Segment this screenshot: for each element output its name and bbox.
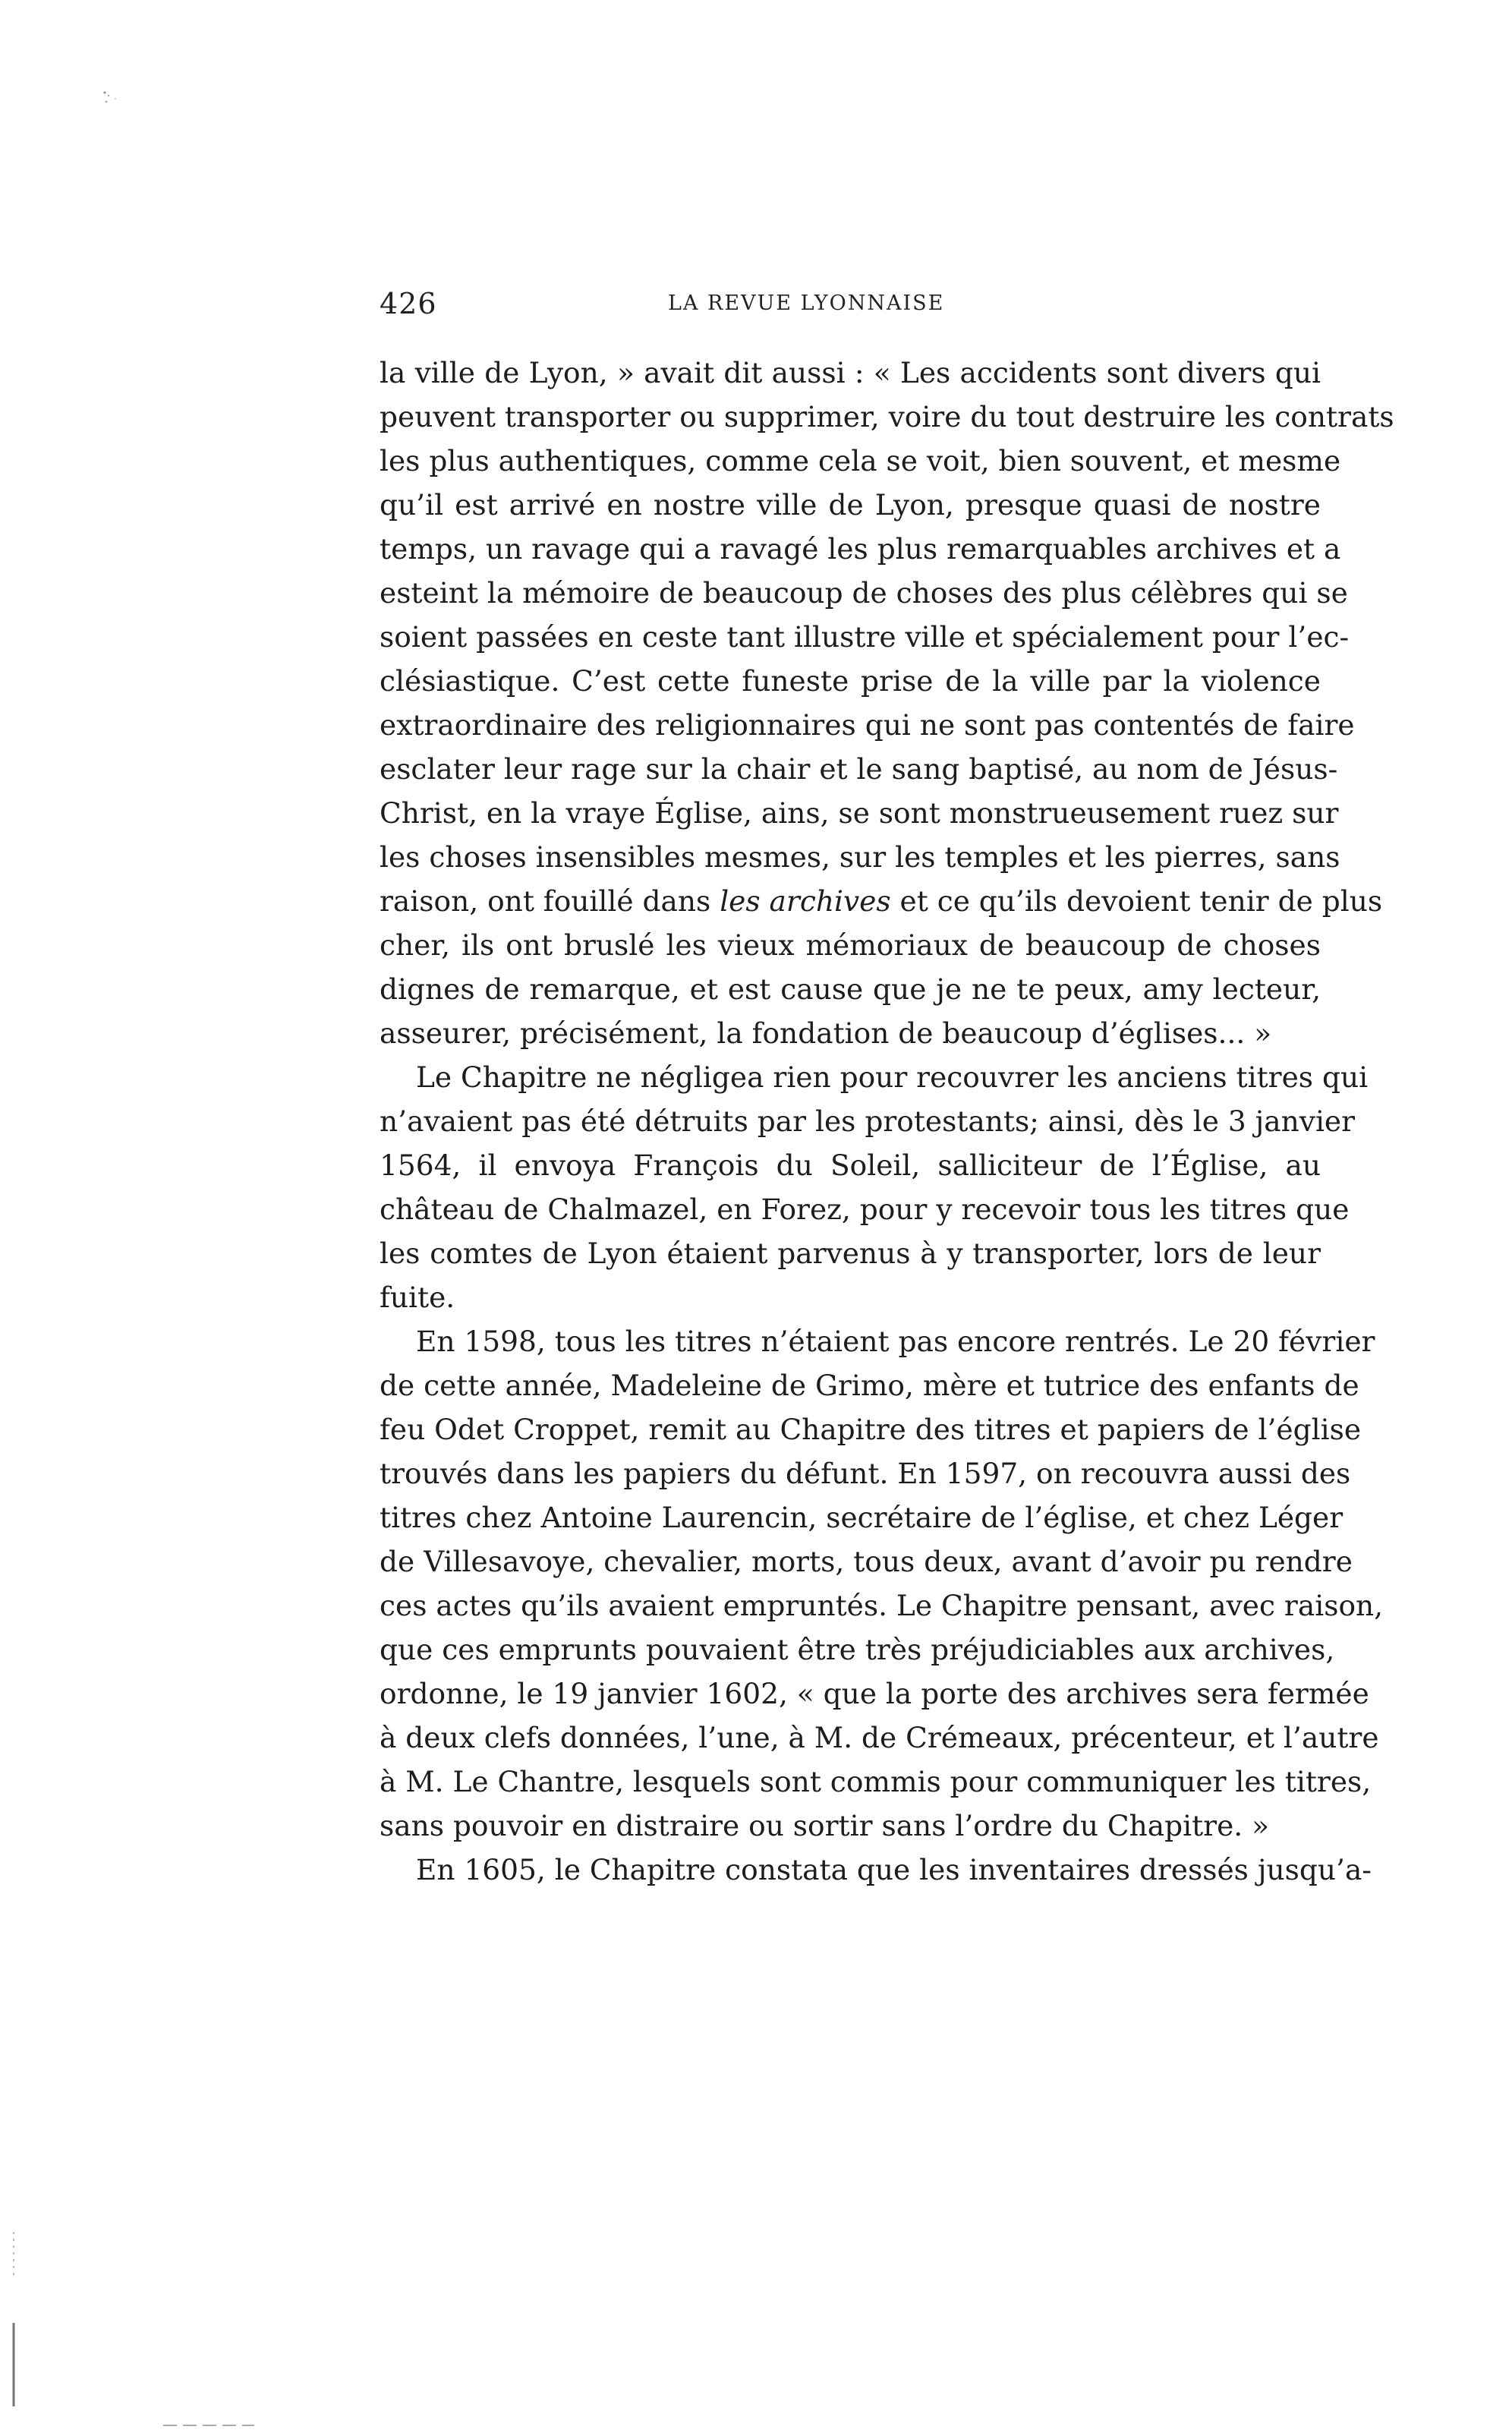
page-number: 426 [380,287,437,320]
text-line: temps, un ravage qui a ravagé les plus remarquables archives et a [380,532,1341,566]
text-line: de Villesavoye, chevalier, morts, tous deux, avant d’avoir pu rendre [380,1545,1353,1578]
text-line: peuvent transporter ou supprimer, voire du tout destruire les contrats [380,400,1394,433]
text-line: les choses insensibles mesmes, sur les temples et les pierres, sans [380,840,1340,874]
text-line: de cette année, Madeleine de Grimo, mère et tutrice des enfants de [380,1369,1359,1402]
text-line: trouvés dans les papiers du défunt. En 1597, on recouvra aussi des [380,1457,1351,1490]
text-line: 1564, il envoya François du Soleil, salliciteur de l’Église, au [380,1149,1321,1182]
text-line: à M. Le Chantre, lesquels sont commis pour communiquer les titres, [380,1765,1372,1798]
text-line: feu Odet Croppet, remit au Chapitre des titres et papiers de l’église [380,1413,1362,1446]
text-line: qu’il est arrivé en nostre ville de Lyon, presque quasi de nostre [380,488,1321,522]
text-line: titres chez Antoine Laurencin, secrétaire de l’église, et chez Léger [380,1501,1343,1534]
text-line: dignes de remarque, et est cause que je ne te peux, amy lecteur, [380,972,1321,1006]
italic-segment: les archives [720,884,891,918]
journal-title: LA REVUE LYONNAISE [668,292,945,315]
text-line: asseurer, précisément, la fondation de beaucoup d’églises... » [380,1016,1272,1050]
text-line: ces actes qu’ils avaient empruntés. Le Chapitre pensant, avec raison, [380,1589,1384,1622]
text-line: fuite. [380,1281,455,1314]
text-line: ordonne, le 19 janvier 1602, « que la porte des archives sera fermée [380,1677,1369,1710]
running-head [380,287,1321,332]
paragraph-start-line: En 1598, tous les titres n’étaient pas encore rentrés. Le 20 février [416,1325,1375,1358]
text-segment: et ce qu’ils devoient tenir de plus [890,884,1383,918]
text-line: esteint la mémoire de beaucoup de choses des plus célèbres qui se [380,576,1348,610]
text-line: les plus authentiques, comme cela se voit, bien souvent, et mesme [380,444,1341,477]
body-text [380,351,1394,1892]
text-line: clésiastique. C’est cette funeste prise de la ville par la violence [380,664,1321,698]
text-line: extraordinaire des religionnaires qui ne sont pas contentés de faire [380,708,1355,742]
text-line: Christ, en la vraye Église, ains, se sont monstrueusement ruez sur [380,796,1339,830]
text-line: n’avaient pas été détruits par les protestants; ainsi, dès le 3 janvier [380,1105,1356,1138]
paragraph-start-line: Le Chapitre ne négligea rien pour recouvrer les anciens titres qui [416,1060,1369,1094]
text-line: esclater leur rage sur la chair et le sang baptisé, au nom de Jésus- [380,752,1338,786]
text-line: à deux clefs données, l’une, à M. de Crémeaux, précenteur, et l’autre [380,1721,1379,1754]
text-line: château de Chalmazel, en Forez, pour y recevoir tous les titres que [380,1193,1350,1226]
scan-edge-mark [163,2422,254,2429]
text-segment: raison, ont fouillé dans [380,884,720,918]
scan-speck-mark [97,85,128,115]
text-line: que ces emprunts pouvaient être très préjudiciables aux archives, [380,1633,1335,1666]
text-line-with-italic [380,879,1383,923]
text-line: sans pouvoir en distraire ou sortir sans l’ordre du Chapitre. » [380,1809,1270,1842]
text-line: cher, ils ont bruslé les vieux mémoriaux de beaucoup de choses [380,928,1321,962]
text-line: les comtes de Lyon étaient parvenus à y transporter, lors de leur [380,1237,1321,1270]
scan-edge-mark [6,2232,21,2406]
text-line: soient passées en ceste tant illustre ville et spécialement pour l’ec- [380,620,1350,654]
text-line: la ville de Lyon, » avait dit aussi : « Les accidents sont divers qui [380,356,1321,389]
paragraph-start-line: En 1605, le Chapitre constata que les inventaires dressés jusqu’a- [416,1853,1372,1886]
